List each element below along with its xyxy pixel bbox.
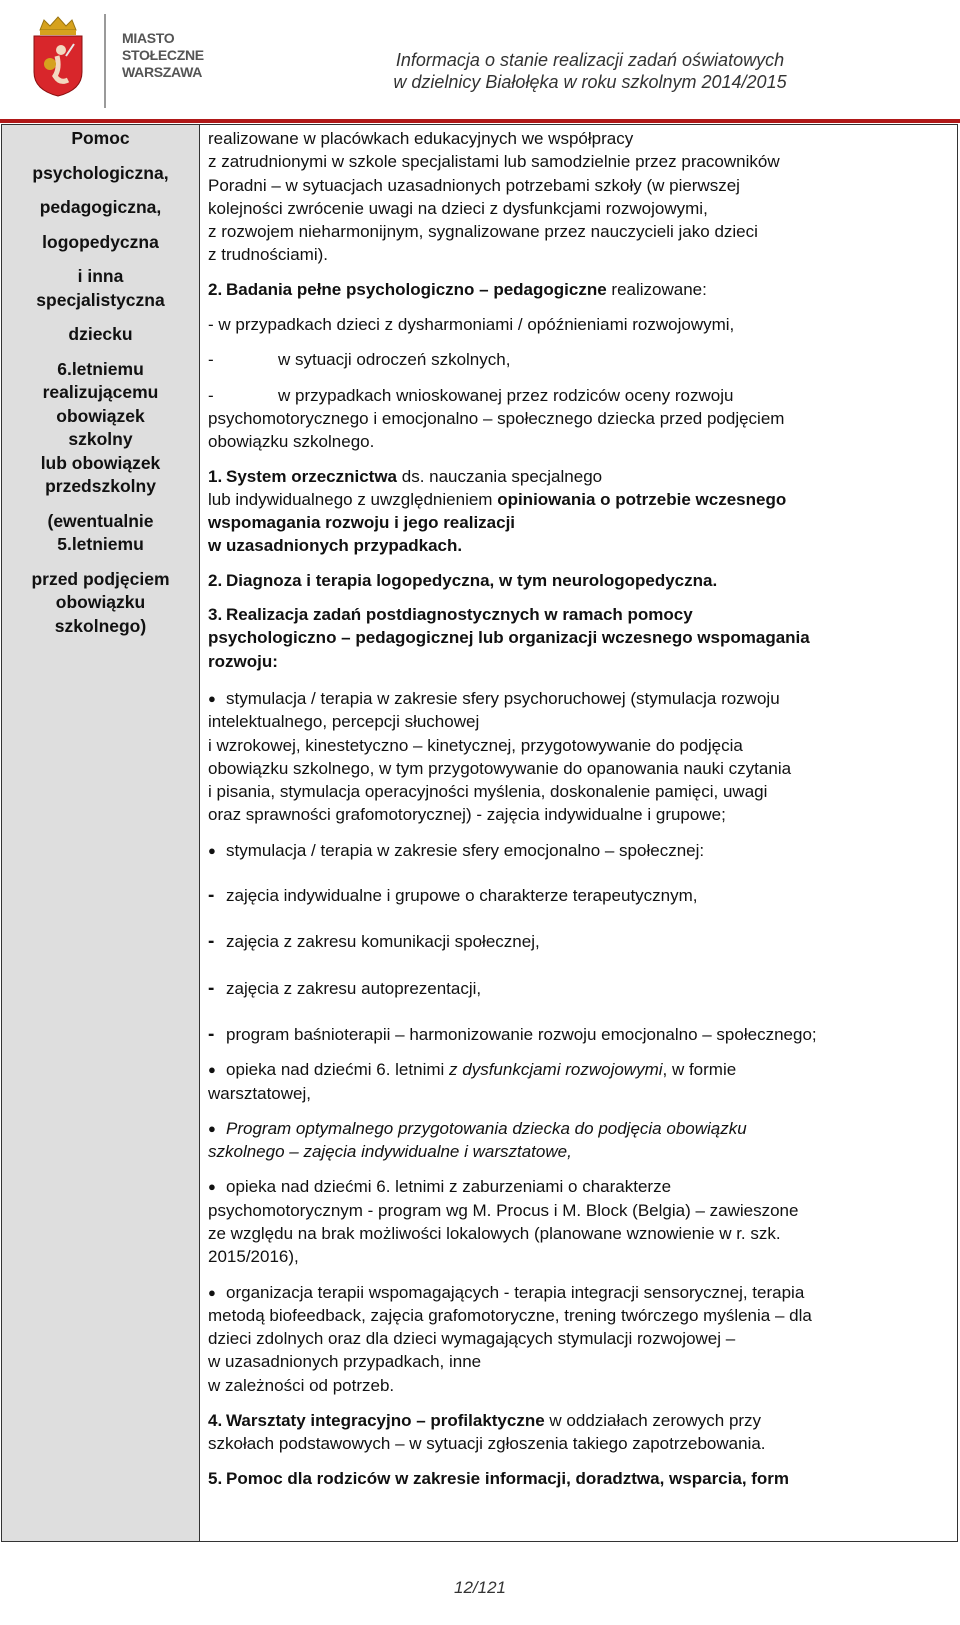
heading-line: dziecku (68, 324, 133, 344)
text-line: stymulacja / terapia w zakresie sfery emocjonalno – społecznej: (226, 840, 705, 860)
page-header (0, 0, 960, 124)
item-number: 1. (208, 466, 223, 486)
section-1 (208, 465, 947, 558)
text-line: z trudnościami). (208, 245, 328, 265)
heading-line: 5.letniemu (57, 534, 144, 554)
document-title-line: Informacja o stanie realizacji zadań oświatowych (395, 50, 785, 70)
item-number: 3. (208, 605, 223, 625)
item-number: 5. (208, 1468, 223, 1488)
bullet-icon: ● (208, 690, 216, 706)
text-line: rozwoju: (208, 651, 278, 671)
section-4 (208, 1409, 947, 1456)
section-heading: Diagnoza i terapia logopedyczna, w tym neurologopedyczna. (226, 570, 718, 590)
bullet-item (208, 1058, 947, 1105)
logo-text-line: WARSZAWA (122, 64, 203, 80)
right-column-content (200, 125, 957, 1541)
section-heading: System orzecznictwa (226, 466, 398, 486)
bullet-icon: ● (208, 842, 216, 858)
header-red-rule (0, 119, 960, 123)
text-line: obowiązku szkolnego. (208, 432, 375, 452)
text-line: zajęcia z zakresu komunikacji społecznej, (226, 932, 540, 952)
intro-paragraph (208, 127, 947, 267)
bullet-icon: ● (208, 1120, 216, 1136)
dash-marker: - (208, 1023, 215, 1045)
heading-line: szkolny (68, 429, 133, 449)
logo-wordmark (122, 30, 232, 81)
bullet-item (208, 1117, 947, 1164)
text-line: zajęcia z zakresu autoprezentacji, (226, 978, 482, 998)
item-number: 2. (208, 570, 223, 590)
dash-marker: - (208, 885, 215, 907)
text-line: z rozwojem nieharmonijnym, sygnalizowane przez nauczycieli jako dzieci (208, 222, 758, 242)
dash-item (208, 977, 947, 1000)
logo-divider (104, 14, 106, 108)
text-span: , w formie (662, 1060, 737, 1080)
heading-line: szkolnego) (54, 615, 147, 636)
text-line: psychomotorycznego i emocjonalno – społecznego dziecka przed podjęciem (208, 408, 785, 428)
dash-marker: - (208, 977, 215, 999)
text-line: Poradni – w sytuacjach uzasadnionych potrzebami szkoły (w pierwszej (208, 175, 740, 195)
item-number: 4. (208, 1411, 223, 1431)
heading-line: przedszkolny (45, 476, 156, 496)
logo-text-line: STOŁECZNE (122, 47, 204, 63)
heading-line: lub obowiązek (40, 452, 161, 473)
text-line: z zatrudnionymi w szkole specjalistami lub samodzielnie przez pracowników (208, 152, 780, 172)
section-heading: Realizacja zadań postdiagnostycznych w ramach pomocy (226, 605, 693, 625)
bullet-icon: ● (208, 1179, 216, 1195)
text-line: obowiązku szkolnego, w tym przygotowywanie do opanowania nauki czytania (208, 758, 792, 778)
heading-line: Pomoc (71, 128, 130, 148)
document-title-line: w dzielnicy Białołęka w roku szkolnym 2014/2015 (393, 72, 787, 92)
text-line: kolejności zwrócenie uwagi na dzieci z dysfunkcjami rozwojowymi, (208, 198, 708, 218)
document-title (300, 49, 880, 93)
heading-line: przed podjęciem (31, 568, 170, 589)
text-line: Program optymalnego przygotowania dziecka do podjęcia obowiązku (226, 1118, 747, 1138)
bullet-item (208, 687, 947, 827)
heading-line: logopedyczna (42, 231, 159, 252)
text-line: - w przypadkach dzieci z dysharmoniami / opóźnieniami rozwojowymi, (208, 315, 735, 335)
text-span: ds. nauczania specjalnego (397, 466, 603, 486)
text-line: 2015/2016), (208, 1247, 299, 1267)
section-heading: Pomoc dla rodziców w zakresie informacji, doradztwa, wsparcia, form (226, 1468, 790, 1488)
text-span-bold: opiniowania o potrzebie wczesnego (497, 489, 787, 509)
text-line: szkołach podstawowych – w sytuacji zgłoszenia takiego zapotrzebowania. (208, 1434, 766, 1454)
text-line: opieka nad dziećmi 6. letnimi z zaburzeniami o charakterze (226, 1177, 672, 1197)
content-table (1, 124, 958, 1542)
heading-line: specjalistyczna (36, 289, 165, 310)
text-line: psychomotorycznym - program wg M. Procus i M. Block (Belgia) – zawieszone (208, 1200, 799, 1220)
dash-marker: - (208, 385, 214, 405)
bullet-icon: ● (208, 1284, 216, 1300)
bullet-icon: ● (208, 1062, 216, 1078)
dash-marker: - (208, 931, 215, 953)
text-line: wspomagania rozwoju i jego realizacji (208, 513, 516, 533)
text-line: ze względu na brak możliwości lokalowych (planowane wznowienie w r. szk. (208, 1223, 781, 1243)
text-line: dzieci zdolnych oraz dla dzieci wymagających stymulacji rozwojowej – (208, 1329, 736, 1349)
dash-item (208, 1023, 947, 1046)
heading-line: realizującemu (42, 382, 159, 402)
section-2 (208, 569, 947, 592)
text-span: w oddziałach zerowych przy (544, 1411, 762, 1431)
text-line: psychologiczno – pedagogicznej lub organizacji wczesnego wspomagania (208, 628, 810, 648)
text-span: lub indywidualnego z uwzględnieniem (208, 489, 498, 509)
logo-text-line: MIASTO (122, 30, 175, 46)
text-line: w uzasadnionych przypadkach. (208, 536, 463, 556)
text-line: program baśnioterapii – harmonizowanie rozwoju emocjonalno – społecznego; (226, 1024, 817, 1044)
badania-heading: Badania pełne psychologiczno – pedagogiczne (226, 279, 607, 299)
text-line: w zależności od potrzeb. (208, 1375, 395, 1395)
warsaw-crest-icon (30, 14, 86, 98)
badania-section (208, 278, 947, 454)
text-line: metodą biofeedback, zajęcia grafomotoryczne, trening twórczego myślenia – dla (208, 1305, 812, 1325)
text-line: oraz sprawności grafomotorycznej) - zajęcia indywidualne i grupowe; (208, 805, 726, 825)
section-5 (208, 1467, 947, 1490)
text-line: w uzasadnionych przypadkach, inne (208, 1352, 482, 1372)
text-line: organizacja terapii wspomagających - terapia integracji sensorycznej, terapia (226, 1282, 805, 1302)
badania-text: realizowane: (606, 279, 707, 299)
section-3 (208, 603, 947, 673)
bullet-item (208, 839, 947, 862)
text-line: w sytuacji odroczeń szkolnych, (278, 350, 511, 370)
heading-line: (ewentualnie (47, 510, 154, 531)
heading-line: psychologiczna, (32, 162, 169, 183)
text-line: szkolnego – zajęcia indywidualne i warsztatowe, (208, 1142, 572, 1162)
text-line: i wzrokowej, kinestetyczno – kinetycznej, przygotowywanie do podjęcia (208, 735, 743, 755)
bullet-item (208, 1281, 947, 1397)
text-span-italic: z dysfunkcjami rozwojowymi (449, 1060, 663, 1080)
section-heading: Warsztaty integracyjno – profilaktyczne (226, 1411, 545, 1431)
heading-line: obowiązku (55, 592, 146, 612)
dash-item (208, 930, 947, 953)
heading-line: 6.letniemu (57, 358, 144, 379)
dash-item (208, 884, 947, 907)
heading-line: pedagogiczna, (39, 197, 162, 217)
text-line: i pisania, stymulacja operacyjności myślenia, doskonalenie pamięci, uwagi (208, 782, 768, 802)
text-line: zajęcia indywidualne i grupowe o charakterze terapeutycznym, (226, 886, 698, 906)
page-number: 12/121 (454, 1578, 506, 1597)
text-line: w przypadkach wnioskowanej przez rodziców oceny rozwoju (278, 385, 734, 405)
item-number: 2. (208, 279, 223, 299)
bullet-item (208, 1175, 947, 1268)
heading-line: i inna (77, 266, 124, 286)
left-column-heading (2, 125, 200, 1541)
text-line: warsztatowej, (208, 1083, 311, 1103)
text-line: realizowane w placówkach edukacyjnych we współpracy (208, 129, 634, 148)
dash-marker: - (208, 350, 214, 370)
text-line: stymulacja / terapia w zakresie sfery psychoruchowej (stymulacja rozwoju (226, 688, 780, 708)
text-line: intelektualnego, percepcji słuchowej (208, 712, 480, 732)
heading-line: obowiązek (56, 405, 145, 426)
text-span: opieka nad dziećmi 6. letnimi (226, 1060, 450, 1080)
